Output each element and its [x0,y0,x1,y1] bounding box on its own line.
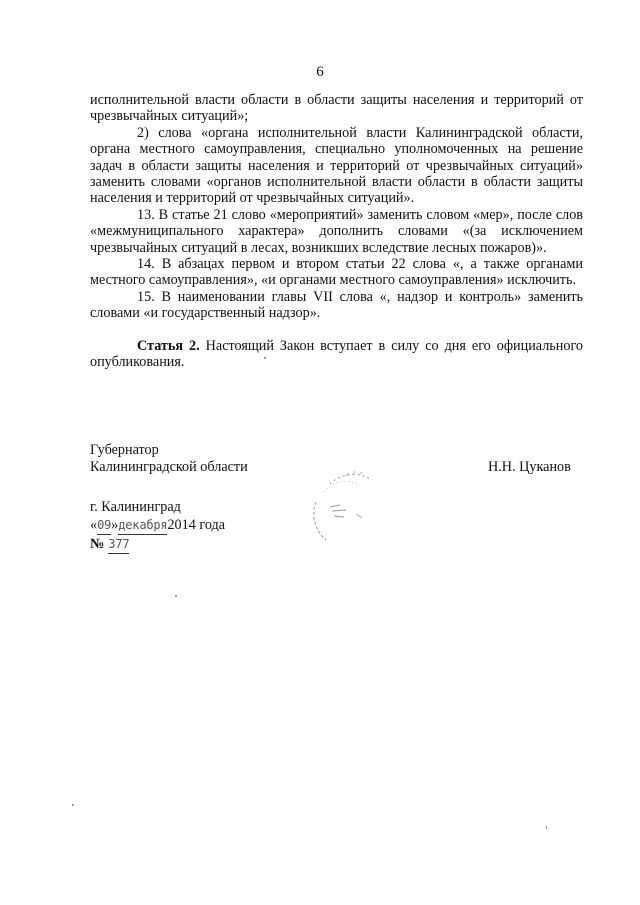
scan-speck [175,595,177,597]
number-sign: № [90,536,105,552]
paragraph-item-2: 2) слова «органа исполнительной власти Калининградской области, органа местного самоуправления, специально уполномоченных на решение задач в области защиты населения и территорий от чрезвычайных ситуаций» заменить словами «органов исполнительной власти области в области защиты населения и территорий от чрезвычайных ситуаций». [90,124,583,207]
place-and-date [90,498,225,554]
article-2 [90,338,583,371]
city: г. Калининград [90,499,181,515]
paragraph-item-13: 13. В статье 21 слово «мероприятий» заменить словом «мер», после слов «межмуниципального характера» дополнить словами «(за исключением чрезвычайных ситуаций в лесах, возникших вследствие лесных пожаров)». [90,206,583,256]
signer-title-line2: Калининградской области [90,459,248,475]
seal-stamp-icon [300,462,390,552]
document-number: 377 [108,535,129,554]
article-2-label: Статья 2. [137,337,200,354]
paragraph-continuation: исполнительной власти области в области защиты населения и территорий от чрезвычайных ситуаций»; [90,92,583,125]
scan-speck [72,804,74,806]
date-month: декабря [118,516,167,535]
quote-close: » [111,517,119,533]
date-year: 2014 года [167,517,226,533]
quote-open: « [90,517,98,533]
signer-name: Н.Н. Цуканов [488,459,571,475]
document-number-line [90,535,225,554]
paragraph-item-14: 14. В абзацах первом и втором статьи 22 слова «, а также органами местного самоуправления», «и органами местного самоуправления» исключить. [90,256,583,289]
scan-speck [264,357,266,359]
date-day: 09 [97,516,111,535]
page-number: 6 [316,64,324,80]
paragraph-item-15: 15. В наименовании главы VII слова «, надзор и контроль» заменить словами «и государственный надзор». [90,288,583,322]
signer-title-line1: Губернатор [90,442,159,458]
date-line [90,516,225,535]
article-2-text: Настоящий Закон вступает в силу со дня его официального опубликования. [90,337,584,371]
signature-block [90,442,248,476]
law-body [90,92,583,371]
scan-speck [546,826,547,829]
